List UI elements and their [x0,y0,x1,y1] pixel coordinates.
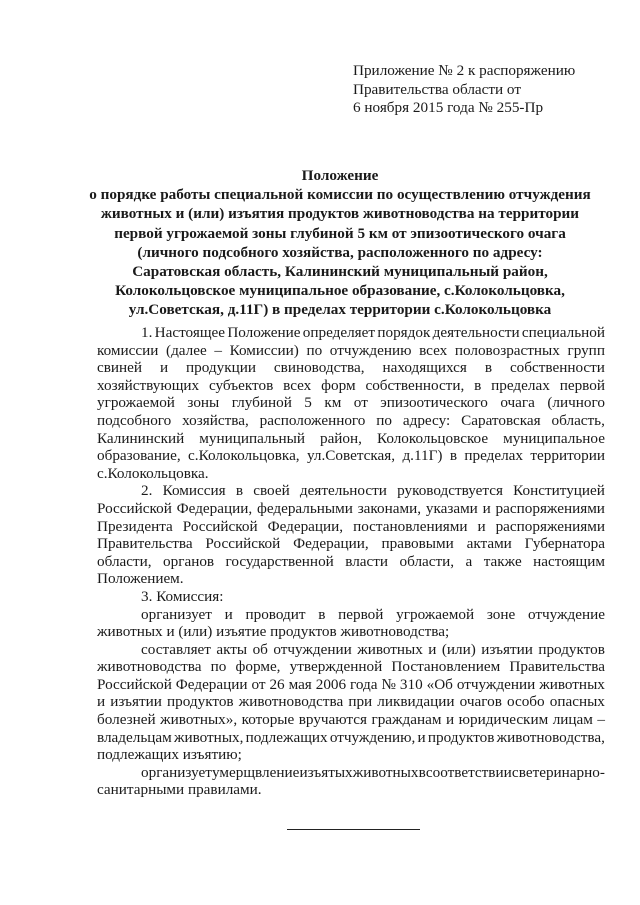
body-word: собственности [509,359,605,377]
body-word: животных», [160,711,238,729]
body-word: умерщвление [212,763,300,781]
body-line [97,359,605,377]
body-word: владельцам [97,728,172,746]
body-word: пределах [491,376,550,394]
body-word: хозяйства, [182,411,249,429]
title-line: Колокольцовское муниципальное образование, с.Колокольцовка, [115,282,565,300]
body-word: 2. [141,482,153,500]
body-word: отчуждении [456,675,536,693]
body-word: животноводства [238,693,344,711]
body-line [97,518,605,536]
body-line [97,500,605,518]
body-word: и [159,359,169,377]
body-word: от [251,675,266,693]
body-word: своей [253,482,290,500]
body-word: по [306,341,323,359]
body-word: а [465,552,473,570]
body-line: подлежащих изъятию; [97,746,242,764]
body-word: и [482,499,491,517]
body-word: в [449,447,457,465]
body-word: продуктов [167,693,234,711]
body-line: 3. Комиссия: [141,587,224,605]
body-word: область, [551,411,605,429]
body-word: правовыми [381,535,454,553]
body-word: (далее [166,341,207,359]
body-word: специальной [521,324,605,341]
appendix-header [353,62,613,118]
body-word: животноводства, [496,728,605,746]
body-word: и [224,605,233,623]
body-word: муниципальный [199,429,305,447]
body-word: организует [141,605,212,623]
body-word: животных [539,675,605,693]
appendix-header-line: Правительства области от [353,80,521,98]
body-word: зоны [187,394,220,412]
body-word: Российской [97,675,172,693]
body-word: гражданам [371,711,442,729]
body-word: ветеринарно- [518,763,605,781]
body-word: – [597,711,605,729]
body-word: с [511,763,519,781]
body-word: зоне [486,605,516,623]
body-word: 26 [269,675,285,693]
body-word: муниципальное [503,429,605,447]
body-word: указами [425,499,478,517]
body-word: руководствуется [397,482,503,500]
body-word: (или) [441,640,476,658]
body-word: продуктов [538,640,605,658]
body-word: акты [216,640,248,658]
body-word: отчуждению [329,341,412,359]
body-word: власти [345,552,389,570]
body-word: и [97,693,106,711]
body-word: – [214,341,222,359]
body-word: адресу: [402,411,451,429]
body-word: государственной [225,552,334,570]
body-word: в [235,482,244,500]
body-word: (личного [547,394,605,412]
body-word: групп [567,341,605,359]
body-word: изъятых [299,763,353,781]
body-word: находящихся [382,359,467,377]
body-word: и [428,640,437,658]
body-word: законами, [357,499,422,517]
body-word: Настоящее [154,324,226,341]
body-line [97,412,605,430]
body-word: Федерации, [267,517,344,535]
body-line [97,394,605,412]
body-word: федеральными [256,499,353,517]
body-word: Калининский [97,429,185,447]
body-word: хозяйствующих [97,376,200,394]
body-word: с.Колокольцовка, [188,447,300,465]
body-word: подлежащих [245,728,328,746]
body-line [97,606,605,624]
body-word: организует [141,763,212,781]
body-line [97,324,605,342]
body-line [97,711,605,729]
closing-separator-line [287,829,420,830]
body-word: постановлениями [353,517,468,535]
body-word: всех [283,376,312,394]
body-line [97,535,605,553]
body-line [97,447,605,465]
body-word: Российской [205,535,281,553]
body-word: Федерации, [176,499,253,517]
body-word: соответствии [425,763,512,781]
body-word: № [381,675,396,693]
body-word: опасных [549,693,605,711]
body-word: деятельности [432,324,520,341]
body-word: юридическим [458,711,549,729]
body-word: отчуждении [273,640,352,658]
body-word: животных, [173,728,244,746]
body-word: 2006 [315,675,347,693]
body-word: в [418,763,426,781]
body-word: вручаются [298,711,367,729]
body-word: настоящим [533,552,605,570]
body-word: животных [357,640,423,658]
body-word: мая [288,675,312,693]
body-word: и [446,711,455,729]
body-word: первой [559,376,605,394]
body-word: пределах [464,447,524,465]
body-word: в [484,359,493,377]
body-word: Российской [97,499,172,517]
body-word: Конституцией [513,482,605,500]
body-word: Колокольцовское [376,429,489,447]
document-body [97,324,605,799]
body-word: ул.Советская, [306,447,396,465]
body-word: Федерации, [293,535,369,553]
appendix-header-line: 6 ноября 2015 года № 255-Пр [353,99,544,116]
body-word: расположенного [259,411,366,429]
body-word: порядок [377,324,431,341]
body-word: и [477,517,486,535]
body-word: Губернатора [524,535,605,553]
body-line [97,693,605,711]
body-word: от [353,394,368,412]
body-line: животных и (или) изъятие продуктов животноводства; [97,623,450,641]
body-word: года [350,675,378,693]
body-word: 310 [399,675,423,693]
body-word: эпизоотического [380,394,488,412]
body-word: Правительства [509,658,605,676]
title-line: первой угрожаемой зоны глубиной 5 км от эпизоотического очага [114,224,566,242]
body-line [97,676,605,694]
body-word: Комиссия [162,482,226,500]
body-word: угрожаемой [396,605,475,623]
title-line: Саратовская область, Калининский муниципальный район, [132,263,548,281]
body-word: актами [466,535,512,553]
body-word: форм [321,376,356,394]
body-word: деятельности [299,482,387,500]
body-word: животных [352,763,419,781]
body-word: распоряжениями [495,499,605,517]
body-word: Российской [182,517,258,535]
body-word: ликвидации [377,693,455,711]
body-word: «Об [426,675,453,693]
body-line [97,482,605,500]
document-title [60,166,620,320]
title-line: о порядке работы специальной комиссии по осуществлению отчуждения [89,186,591,204]
body-word: Саратовская [461,411,541,429]
body-word: км [324,394,342,412]
body-word: всех [419,341,448,359]
body-line [97,553,605,571]
body-word: изъятии [481,640,533,658]
body-word: 1. [141,324,153,341]
body-line: санитарными правилами. [97,781,262,799]
body-word: Положение [227,324,301,341]
body-word: собственности, [365,376,465,394]
body-word: животноводства [97,658,202,676]
body-line [97,342,605,360]
appendix-header-line: Приложение № 2 к распоряжению [353,62,576,79]
body-word: первой [338,605,384,623]
body-word: образование, [97,447,181,465]
body-word: субъектов [208,376,274,394]
body-word: утвержденной [289,658,383,676]
body-word: по [210,658,227,676]
body-word: район, [319,429,362,447]
body-word: Президента [97,517,173,535]
title-line: (личного подсобного хозяйства, расположенного по адресу: [137,243,543,261]
body-word: также [483,552,522,570]
body-word: 5 [304,394,312,412]
body-word: продукции [186,359,256,377]
body-word: очагов [459,693,502,711]
body-line [97,377,605,395]
body-word: распоряжениями [495,517,605,535]
body-word: очага [500,394,535,412]
body-word: органов [163,552,215,570]
body-line [97,641,605,659]
body-word: подсобного [97,411,172,429]
body-word: в [318,605,326,623]
body-line [97,764,605,782]
body-word: д.11Г) [402,447,443,465]
body-word: Постановлением [391,658,501,676]
body-word: Комиссии) [229,341,299,359]
body-line [97,430,605,448]
body-word: комиссии [97,341,159,359]
body-word: об [252,640,268,658]
body-word: при [348,693,373,711]
body-word: болезней [97,711,156,729]
body-word: и [417,728,426,746]
body-word: Правительства [97,535,193,553]
body-word: продуктов [427,728,495,746]
body-line [97,658,605,676]
body-word: половозрастных [454,341,560,359]
body-word: области, [97,552,152,570]
body-word: лицам [552,711,593,729]
body-word: которые [241,711,295,729]
body-line: Положением. [97,570,184,588]
body-word: отчуждению, [329,728,416,746]
body-word: территории [530,447,605,465]
body-word: Федерации [175,675,248,693]
body-line: с.Колокольцовка. [97,464,209,482]
body-word: в [474,376,482,394]
body-line [97,729,605,747]
title-line: Положение [301,167,379,184]
body-word: форме, [235,658,281,676]
body-word: угрожаемой [97,394,175,412]
body-word: области, [399,552,455,570]
body-word: определяет [302,324,376,341]
body-word: составляет [141,640,211,658]
body-word: свиноводства, [273,359,365,377]
body-word: особо [507,693,545,711]
title-line: ул.Советская, д.11Г) в пределах территории с.Колокольцовка [128,301,552,319]
body-word: свиней [97,359,143,377]
title-line: животных и (или) изъятия продуктов животноводства на территории [100,205,580,223]
body-word: глубиной [231,394,292,412]
body-word: изъятии [110,693,162,711]
body-word: проводит [245,605,306,623]
body-word: отчуждение [527,605,605,623]
body-word: по [376,411,392,429]
